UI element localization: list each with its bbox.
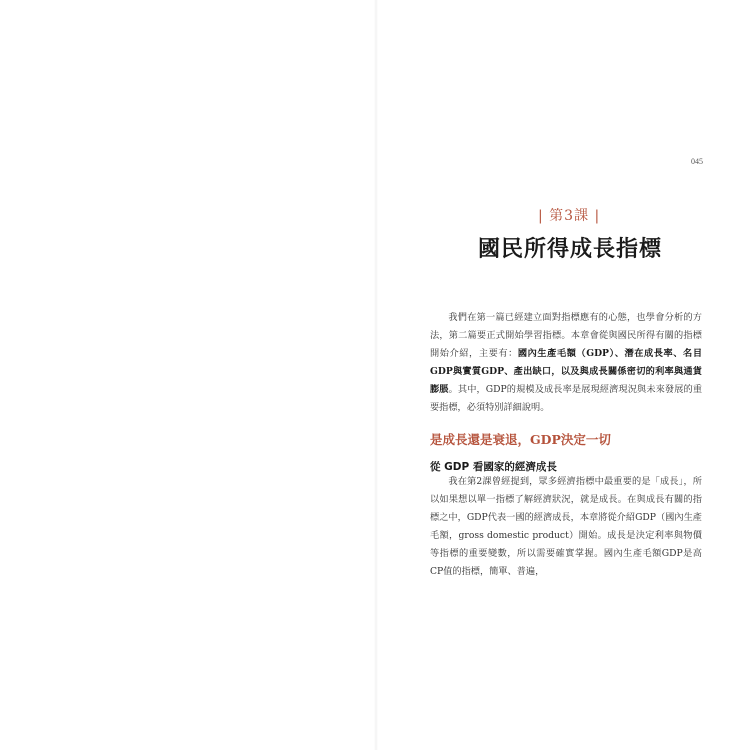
page-number: 045 — [691, 157, 703, 166]
subsection-heading: 從 GDP 看國家的經濟成長 — [430, 461, 557, 473]
body-text: 我在第2課曾經提到，眾多經濟指標中最重要的是「成長」，所以如果想以單一指標了解經濟狀況，就是成長。在與成長有關的指標之中，GDP代表一國的經濟成長，本章將從介紹GDP（國內生產毛額，gross domestic product）開始。成長是決定利率與物價等指標的重要變數，所以需要確實掌握。國內生產毛額GDP是高CP值的指標，簡單、普遍， — [430, 476, 702, 577]
body-paragraph — [430, 473, 702, 581]
intro-text-1: 我們在第一篇已經建立面對指標應有的心態，也學會分析的方法，第二篇要正式開始學習指標。本章會從與國民所得有關的指標開始介紹，主要有： — [430, 312, 702, 359]
lesson-label — [538, 205, 600, 225]
divider-left: | — [538, 208, 544, 224]
chapter-title: 國民所得成長指標 — [478, 236, 663, 262]
intro-text-2: 。其中，GDP的規模及成長率是展現經濟現況與未來發展的重要指標，必須特別詳細說明。 — [430, 384, 703, 413]
intro-bold-text: 國內生產毛額（GDP）、潛在成長率、名目GDP與實質GDP、產出缺口，以及與成長關係密切的利率與通貨膨脹 — [430, 348, 703, 395]
divider-right: | — [594, 208, 601, 224]
intro-paragraph — [430, 309, 702, 417]
section-heading: 是成長還是衰退，GDP決定一切 — [430, 432, 611, 447]
lesson-label-text: 第3課 — [549, 208, 590, 224]
right-page — [378, 0, 750, 750]
